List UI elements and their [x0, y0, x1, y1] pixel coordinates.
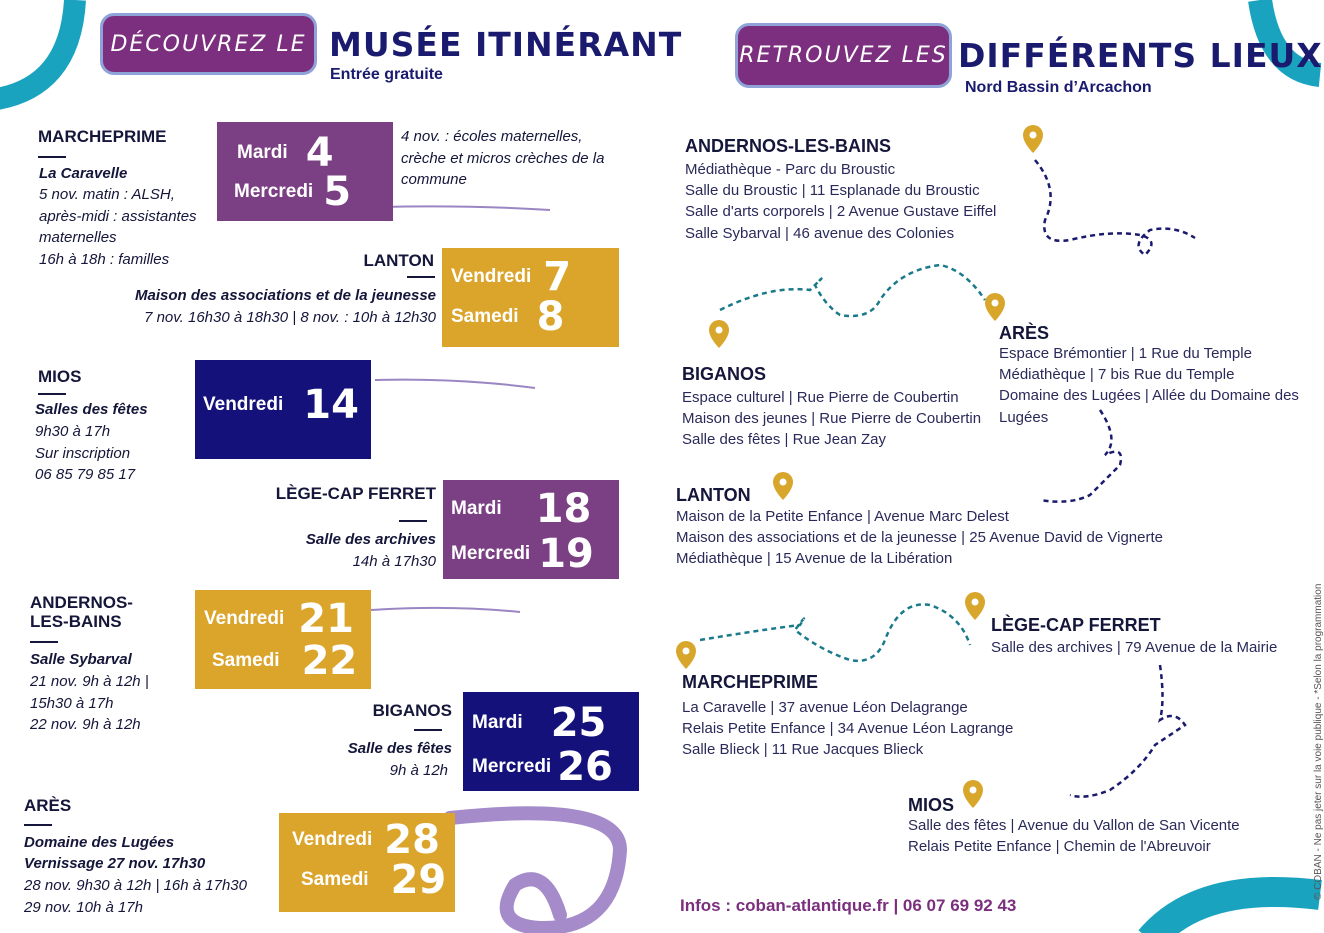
date-number: 22 [301, 638, 358, 684]
date-box-marcheprime [217, 122, 393, 221]
location-list-biganos: Espace culturel | Rue Pierre de Coubertin Maison des jeunes | Rue Pierre de Coubertin Salle des fêtes | Rue Jean Zay [682, 389, 982, 449]
location-list-andernos: Médiathèque - Parc du Broustic Salle du Broustic | 11 Esplanade du Broustic Salle d'arts corporels | 2 Avenue Gustave Eiffel Salle Sybarval | 46 avenue des Colonies [685, 161, 997, 242]
event-venue: Salle des archives [305, 531, 436, 548]
event-city-marcheprime: MARCHEPRIME [38, 127, 167, 146]
date-box-mios [195, 360, 371, 459]
event-details: 28 nov. 9h30 à 12h | 16h à 17h30 29 nov. 10h à 17h [24, 877, 247, 916]
event-vernissage: Vernissage 27 nov. 17h30 [24, 855, 206, 872]
date-day: Vendredi [451, 266, 532, 287]
date-day: Mercredi [234, 181, 314, 202]
location-list-ares: Espace Brémontier | 1 Rue du Temple Médiathèque | 7 bis Rue du Temple Domaine des Lugées | Allée du Domaine des Lugées [999, 345, 1299, 426]
dashed-path-5 [1070, 665, 1185, 797]
date-box-lanton [442, 248, 619, 347]
date-day: Vendredi [203, 394, 284, 415]
locations-title: DIFFÉRENTS LIEUX [958, 36, 1323, 75]
date-day: Mercredi [451, 543, 531, 564]
page-subtitle: Entrée gratuite [330, 66, 443, 83]
date-number: 29 [390, 857, 447, 903]
header-pill-left: DÉCOUVREZ LE [100, 13, 317, 75]
event-venue: Salle Sybarval [30, 651, 132, 668]
event-venue: Salle des fêtes [347, 740, 452, 757]
page-title: MUSÉE ITINÉRANT [329, 25, 683, 64]
lavender-stroke-3 [370, 608, 520, 612]
date-day: Mardi [237, 142, 288, 163]
location-list-lanton: Maison de la Petite Enfance | Avenue Marc Delest Maison des associations et de la jeunesse | 25 Avenue David de Vignerte Médiathèque | 15 Avenue de la Libération [676, 508, 1163, 568]
location-list-marcheprime: La Caravelle | 37 avenue Léon Delagrange Relais Petite Enfance | 34 Avenue Léon Lagrange Salle Blieck | 11 Rue Jacques Blieck [682, 699, 1014, 759]
divider [414, 729, 442, 731]
event-details: 14h à 17h30 [352, 553, 436, 570]
locations-subtitle: Nord Bassin d’Arcachon [965, 79, 1152, 96]
event-city-lanton: LANTON [363, 251, 434, 270]
event-details: 5 nov. matin : ALSH, après-midi : assistantes maternelles 16h à 18h : familles [39, 186, 197, 268]
date-day: Vendredi [204, 608, 285, 629]
date-number: 26 [557, 744, 613, 790]
event-details: 9h30 à 17h Sur inscription 06 85 79 85 17 [35, 423, 136, 483]
date-day: Samedi [212, 650, 280, 671]
date-day: Mardi [451, 498, 502, 519]
divider [407, 276, 435, 278]
location-city-lege-cap-ferret: LÈGE-CAP FERRET [991, 615, 1161, 635]
date-number: 5 [323, 169, 352, 215]
divider [38, 156, 66, 158]
lavender-swirl [450, 813, 620, 928]
date-number: 14 [303, 382, 359, 428]
lavender-stroke-2 [375, 380, 535, 388]
date-day: Mercredi [472, 756, 552, 777]
copyright-notice: © COBAN - Ne pas jeter sur la voie publique - *Selon la programmation [1313, 583, 1324, 900]
date-number: 25 [550, 700, 607, 746]
location-city-andernos: ANDERNOS-LES-BAINS [685, 136, 892, 156]
date-box-andernos [195, 590, 371, 689]
teal-arc-top-left [0, 0, 75, 100]
lavender-stroke-1 [380, 206, 550, 210]
event-venue: Domaine des Lugées [24, 834, 175, 851]
date-box-biganos [463, 692, 639, 791]
location-city-mios: MIOS [908, 795, 955, 815]
pin-icon [773, 472, 793, 500]
date-day: Samedi [451, 306, 519, 327]
pin-icon [963, 780, 983, 808]
date-day: Mardi [472, 712, 523, 733]
dashed-path-4 [700, 604, 970, 660]
location-city-biganos: BIGANOS [682, 364, 767, 384]
event-city-mios: MIOS [38, 367, 82, 386]
divider [30, 641, 58, 643]
date-number: 28 [384, 817, 440, 863]
date-number: 19 [538, 531, 594, 577]
event-venue: La Caravelle [39, 165, 128, 182]
date-day: Vendredi [292, 829, 373, 850]
pin-icon [1023, 125, 1043, 153]
date-number: 7 [543, 254, 572, 300]
event-note: 4 nov. : écoles maternelles, crèche et micros crèches de la commune [401, 128, 605, 188]
event-details: 7 nov. 16h30 à 18h30 | 8 nov. : 10h à 12h30 [144, 309, 436, 326]
date-box-ares [279, 813, 455, 912]
date-number: 18 [535, 486, 592, 532]
date-box-lege-cap-ferret [443, 480, 619, 579]
date-number: 21 [298, 596, 354, 642]
date-day: Samedi [301, 869, 369, 890]
event-details: 21 nov. 9h à 12h | 15h30 à 17h 22 nov. 9h à 12h [30, 673, 149, 733]
location-city-lanton: LANTON [676, 485, 751, 505]
pin-icon [985, 293, 1005, 321]
header-pill-right: RETROUVEZ LES [735, 23, 952, 88]
teal-arc-bottom-right [1150, 892, 1320, 933]
divider [24, 824, 52, 826]
event-city-ares: ARÈS [24, 796, 72, 815]
event-venue: Salles des fêtes [35, 401, 148, 418]
date-number: 4 [305, 130, 334, 176]
location-list-mios: Salle des fêtes | Avenue du Vallon de San Vicente Relais Petite Enfance | Chemin de l'Abreuvoir [908, 817, 1240, 856]
pin-icon [709, 320, 729, 348]
event-city-andernos: ANDERNOS- LES-BAINS [30, 593, 133, 631]
divider [399, 520, 427, 522]
location-city-marcheprime: MARCHEPRIME [682, 672, 819, 692]
event-city-lege-cap-ferret: LÈGE-CAP FERRET [275, 484, 436, 503]
footer-info: Infos : coban-atlantique.fr | 06 07 69 92 43 [680, 896, 1017, 915]
pin-icon [965, 592, 985, 620]
divider [38, 393, 66, 395]
pin-icon [676, 641, 696, 669]
dashed-path-1 [1035, 160, 1195, 255]
event-venue: Maison des associations et de la jeunesse [135, 287, 436, 304]
event-city-biganos: BIGANOS [372, 701, 452, 720]
location-list-lege-cap-ferret: Salle des archives | 79 Avenue de la Mairie [991, 639, 1278, 656]
event-details: 9h à 12h [389, 762, 448, 779]
date-number: 8 [536, 294, 565, 340]
location-city-ares: ARÈS [999, 323, 1050, 343]
dashed-path-2 [720, 265, 985, 316]
